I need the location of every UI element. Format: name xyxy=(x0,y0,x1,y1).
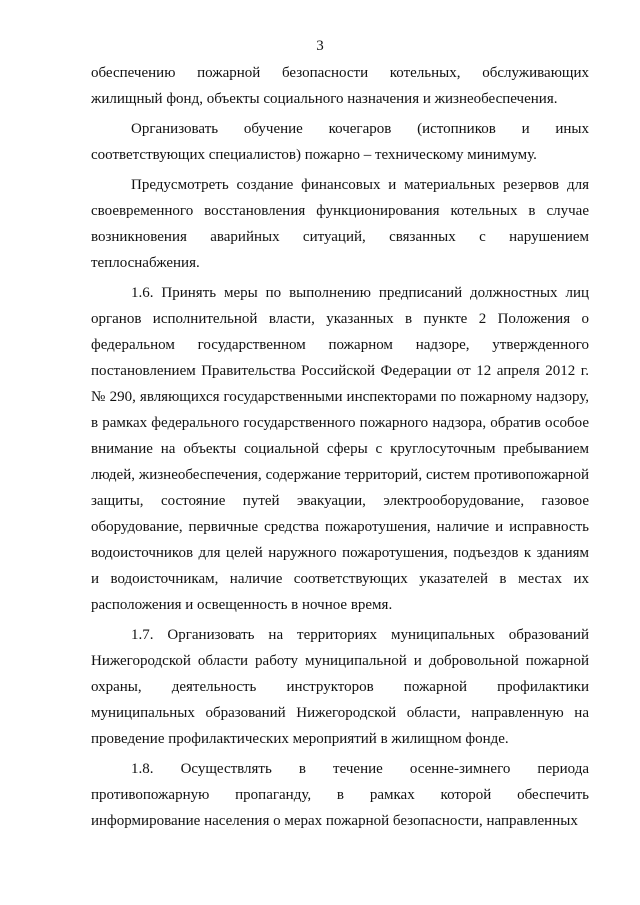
paragraph-1-7: 1.7. Организовать на территориях муниципальных образований Нижегородской области работу муниципальной и добровольной пожарной охраны, деятельность инструкторов пожарной профилактики муниципальных образований Нижегородской области, направленную на проведение профилактических мероприятий в жилищном фонде. xyxy=(91,627,589,747)
paragraph-training: Организовать обучение кочегаров (истопников и иных соответствующих специалистов) пожарно – техническому минимуму. xyxy=(91,121,589,163)
paragraph-reserves: Предусмотреть создание финансовых и материальных резервов для своевременного восстановления функционирования котельных в случае возникновения аварийных ситуаций, связанных с нарушением теплоснабжения. xyxy=(91,177,589,271)
paragraph-1-8: 1.8. Осуществлять в течение осенне-зимнего периода противопожарную пропаганду, в рамках которой обеспечить информирование населения о мерах пожарной безопасности, направленных xyxy=(91,761,589,829)
paragraph-continuation: обеспечению пожарной безопасности котельных, обслуживающих жилищный фонд, объекты социального назначения и жизнеобеспечения. xyxy=(91,65,589,107)
document-body xyxy=(91,60,589,834)
page-number: 3 xyxy=(316,38,324,54)
paragraph-1-6: 1.6. Принять меры по выполнению предписаний должностных лиц органов исполнительной власти, указанных в пункте 2 Положения о федеральном государственном пожарном надзоре, утвержденного постановлением Правительства Российской Федерации от 12 апреля 2012 г. № 290, являющихся государственными инспекторами по пожарному надзору, в рамках федерального государственного пожарного надзора, обратив особое внимание на объекты социальной сферы с круглосуточным пребыванием людей, жизнеобеспечения, содержание территорий, систем противопожарной защиты, состояние путей эвакуации, электрооборудование, газовое оборудование, первичные средства пожаротушения, наличие и исправность водоисточников для целей наружного пожаротушения, подъездов к зданиям и водоисточникам, наличие соответствующих указателей в местах их расположения и освещенность в ночное время. xyxy=(91,285,589,613)
